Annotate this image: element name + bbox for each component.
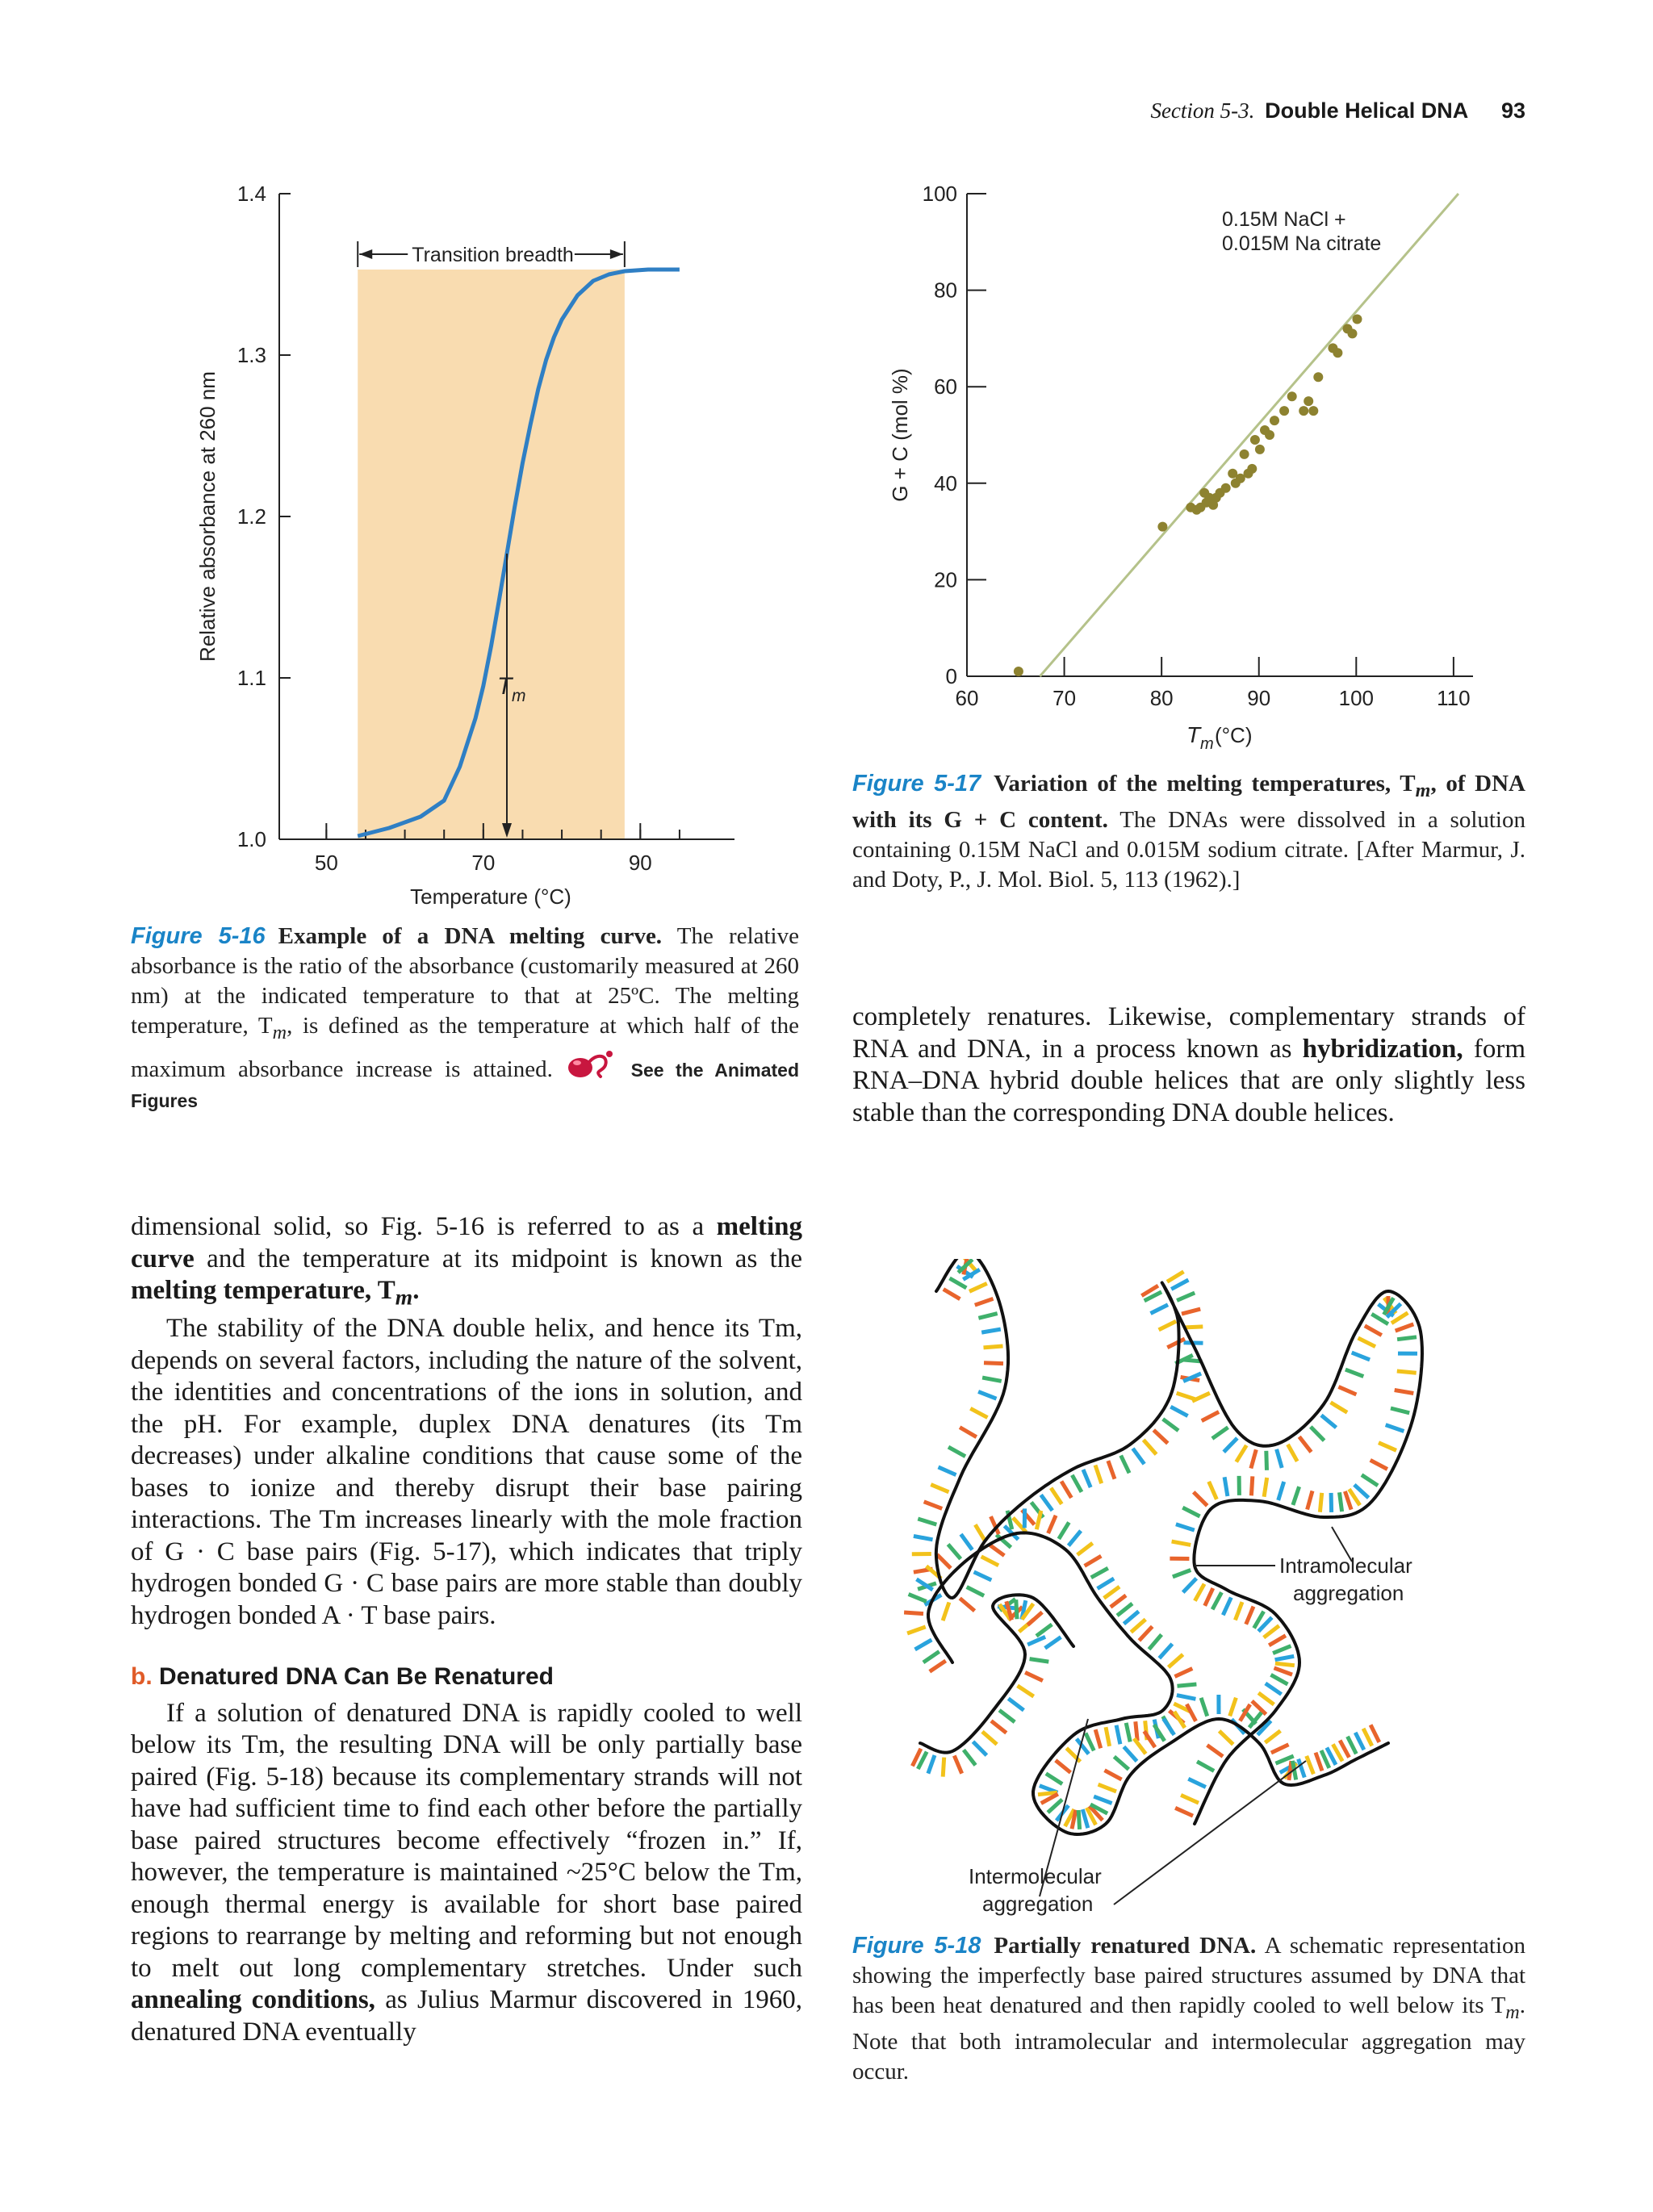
x-axis-label-unit: (°C)	[1215, 723, 1253, 747]
base-tick	[1176, 1524, 1195, 1530]
label-intermolecular: Intermolecular	[969, 1864, 1102, 1888]
term-annealing-conditions: annealing conditions,	[131, 1985, 375, 2015]
paragraph-3-text: If a solution of denatured DNA is rapidly cooled to well below its Tm, the resulting DNA will be only partially base paired (Fig. 5-18) because its complementary strands will not have had sufficient time to find each other before the partially base paired structures become effectively “frozen in.” If, however, the temperature is maintained ~25°C below the Tm, enough thermal energy is available for short base paired regions to rearrange by melting and reforming but not enough to melt out long complementary stretches. Under such	[131, 1698, 802, 1983]
base-tick	[1269, 1636, 1286, 1645]
base-tick	[1167, 1339, 1185, 1348]
base-tick	[1235, 1602, 1242, 1620]
base-tick	[1209, 1482, 1217, 1499]
base-tick	[909, 1594, 927, 1601]
base-tick	[1111, 1595, 1126, 1608]
data-point	[1308, 406, 1318, 416]
base-tick	[1194, 1492, 1207, 1506]
y-axis-label: Relative absorbance at 260 nm	[195, 371, 220, 662]
base-tick	[1197, 1762, 1214, 1771]
base-tick	[939, 1467, 956, 1475]
base-tick	[1277, 1449, 1283, 1468]
base-tick	[1151, 1305, 1169, 1314]
term-melting-temperature: melting temperature, T	[131, 1276, 395, 1305]
breadth-arrowhead-right	[610, 249, 623, 259]
base-tick	[937, 1554, 951, 1568]
base-tick	[1027, 1637, 1045, 1645]
y-tick-label: 20	[934, 567, 957, 592]
figure-5-17-caption	[852, 769, 1525, 895]
base-tick	[1182, 1507, 1199, 1516]
y-tick-label: 1.2	[236, 504, 266, 529]
base-tick	[923, 1651, 939, 1662]
base-tick	[1104, 1587, 1119, 1598]
y-tick-label: 100	[922, 182, 957, 206]
legend-line-2: 0.015M Na citrate	[1222, 232, 1382, 255]
base-tick	[1105, 1771, 1122, 1779]
base-tick	[1331, 1493, 1332, 1512]
base-tick	[931, 1485, 948, 1492]
term-subscript: m	[395, 1284, 413, 1310]
base-tick	[1046, 1774, 1062, 1784]
tm-annotation-sub: m	[512, 687, 526, 705]
term-period: .	[412, 1276, 420, 1305]
x-axis-label: T	[1186, 722, 1201, 747]
base-tick	[960, 1599, 974, 1612]
base-tick	[915, 1640, 932, 1650]
animated-figure-icon[interactable]	[565, 1047, 618, 1083]
base-tick	[1036, 1511, 1041, 1529]
data-point	[1157, 522, 1167, 532]
y-tick-label: 0	[945, 664, 957, 688]
base-tick	[1331, 1403, 1348, 1413]
base-tick	[943, 1758, 944, 1777]
right-body-text	[852, 1001, 1525, 1129]
base-tick	[969, 1283, 987, 1291]
base-tick	[1220, 1731, 1233, 1745]
base-tick	[928, 1755, 935, 1774]
caption-title: Partially renatured DNA.	[994, 1933, 1257, 1959]
base-tick	[1183, 1579, 1197, 1592]
base-tick	[1169, 1654, 1183, 1667]
x-tick-label: 110	[1437, 686, 1471, 710]
base-tick	[1251, 1449, 1256, 1468]
data-point	[1299, 406, 1308, 416]
term-hybridization: hybridization,	[1302, 1034, 1463, 1064]
transition-region	[358, 270, 625, 839]
base-tick	[1386, 1425, 1404, 1432]
base-tick	[1212, 1428, 1228, 1439]
base-tick	[982, 1378, 1002, 1381]
base-tick	[1177, 1696, 1196, 1700]
base-tick	[1188, 1779, 1206, 1787]
x-tick-label: 70	[471, 851, 496, 875]
base-tick	[1345, 1369, 1363, 1377]
paragraph-text-2: form RNA–DNA hybrid double helices that are only slightly less stable than the corresponding DNA double helices.	[852, 1034, 1525, 1127]
data-point	[1270, 416, 1279, 425]
figure-5-17-chart	[872, 169, 1517, 767]
base-tick	[984, 1346, 1003, 1348]
term-melting-curve: melting curve	[131, 1212, 802, 1273]
base-tick	[1396, 1324, 1414, 1331]
figure-5-18-diagram	[904, 1259, 1469, 1929]
base-tick	[1056, 1760, 1071, 1772]
y-tick-label: 60	[934, 374, 957, 399]
base-tick	[1264, 1626, 1279, 1638]
x-tick-label: 70	[1052, 686, 1077, 710]
base-tick	[1288, 1445, 1298, 1461]
base-tick	[967, 1587, 984, 1596]
tm-annotation: T	[497, 673, 513, 700]
base-tick	[1078, 1543, 1093, 1555]
page-number: 93	[1500, 98, 1525, 123]
base-tick	[1175, 1669, 1193, 1677]
base-tick	[1293, 1487, 1299, 1505]
base-tick	[1016, 1599, 1017, 1619]
base-tick	[1230, 1698, 1237, 1716]
base-tick	[964, 1750, 976, 1765]
base-tick	[1273, 1646, 1291, 1654]
transition-breadth-label: Transition breadth	[412, 244, 574, 266]
base-tick	[1365, 1326, 1382, 1336]
base-tick	[918, 1519, 936, 1524]
base-tick	[948, 1545, 961, 1559]
base-tick	[1252, 1701, 1266, 1715]
base-tick	[1338, 1386, 1356, 1395]
data-point	[1287, 391, 1297, 401]
base-tick	[1266, 1683, 1282, 1695]
base-tick	[1264, 1478, 1267, 1497]
header-title: Double Helical DNA	[1265, 98, 1469, 123]
base-tick	[1246, 1607, 1253, 1625]
base-tick	[978, 1391, 996, 1399]
base-tick	[981, 1329, 1001, 1332]
base-tick	[970, 1408, 987, 1417]
data-point	[1279, 406, 1289, 416]
caption-title-2: , of DNA with its G + C content.	[852, 771, 1525, 833]
base-tick	[948, 1447, 965, 1457]
data-point	[1353, 315, 1362, 324]
paragraph-text: completely renatures. Likewise, complementary strands of RNA and DNA, in a process known as	[852, 1002, 1525, 1064]
data-point	[1313, 372, 1323, 382]
base-tick	[1051, 1488, 1061, 1504]
base-tick	[1106, 1727, 1110, 1746]
base-tick	[1173, 1570, 1191, 1577]
caption-subscript: m	[272, 1021, 287, 1043]
base-tick	[1371, 1460, 1387, 1469]
base-tick	[1289, 1761, 1291, 1780]
base-tick	[1299, 1436, 1312, 1452]
base-tick	[1363, 1729, 1372, 1746]
base-tick	[1266, 1451, 1267, 1470]
base-tick	[1059, 1522, 1069, 1539]
base-tick	[1182, 1309, 1200, 1314]
base-tick	[1061, 1482, 1071, 1499]
caption-text-2: . Note that both intramolecular and intermolecular aggregation may occur.	[852, 1992, 1525, 2084]
base-tick	[1167, 1272, 1184, 1282]
base-tick	[1116, 1725, 1120, 1745]
base-tick	[1018, 1686, 1034, 1696]
base-tick	[999, 1710, 1015, 1722]
base-tick	[1320, 1493, 1321, 1512]
base-tick	[944, 1290, 960, 1299]
base-tick	[1371, 1725, 1379, 1742]
data-point	[1250, 435, 1260, 445]
fit-line	[1040, 194, 1458, 676]
base-tick	[1348, 1737, 1357, 1754]
data-point	[1265, 430, 1274, 440]
base-tick	[960, 1428, 977, 1437]
base-tick	[1133, 1449, 1145, 1464]
y-tick-label: 1.4	[236, 182, 266, 206]
base-tick	[1358, 1338, 1375, 1347]
left-body-text	[131, 1211, 802, 2048]
base-tick	[1275, 1656, 1295, 1659]
caption-subscript: m	[1505, 2001, 1520, 2023]
base-tick	[914, 1536, 933, 1539]
base-tick	[974, 1572, 992, 1580]
base-tick	[1041, 1495, 1052, 1510]
breadth-arrowhead-left	[359, 249, 372, 259]
base-tick	[1048, 1516, 1057, 1533]
base-tick	[991, 1721, 1006, 1733]
data-point	[1348, 328, 1358, 338]
caption-subscript: m	[1415, 779, 1431, 801]
base-tick	[1175, 1808, 1193, 1816]
x-tick-label: 90	[628, 851, 652, 875]
data-point	[1240, 450, 1249, 459]
base-tick	[1131, 1620, 1145, 1633]
base-tick	[1258, 1693, 1274, 1704]
base-tick	[1275, 1663, 1295, 1666]
base-tick	[1030, 1659, 1049, 1662]
legend-line-1: 0.15M NaCl +	[1222, 208, 1346, 231]
base-tick	[1397, 1337, 1417, 1340]
base-tick	[1149, 1635, 1162, 1650]
base-tick	[984, 1363, 1003, 1364]
base-tick	[1362, 1475, 1378, 1486]
base-tick	[924, 1502, 943, 1509]
figure-5-18-caption	[852, 1931, 1525, 2087]
caption-text-2: , is defined as the temperature at which half of the maximum absorbance increase is attained.	[131, 1013, 799, 1082]
figure-5-16-chart	[178, 169, 759, 912]
base-tick	[1172, 1541, 1191, 1545]
y-tick-label: 1.3	[236, 343, 266, 367]
y-tick-label: 1.0	[236, 827, 266, 851]
base-tick	[1078, 1810, 1079, 1829]
data-point	[1014, 667, 1023, 676]
base-tick	[1098, 1579, 1115, 1589]
dna-strand	[928, 1533, 1388, 1834]
base-tick	[1124, 1747, 1136, 1762]
base-tick	[1048, 1800, 1062, 1813]
base-tick	[1340, 1741, 1349, 1758]
base-tick	[973, 1742, 987, 1755]
x-axis-label-sub: m	[1200, 735, 1214, 753]
base-tick	[1355, 1733, 1364, 1750]
base-tick	[1159, 1644, 1172, 1658]
caption-text: A schematic representation showing the imperfectly base paired structures assumed by DNA that has been heat denatured and then rapidly cooled to well below its T	[852, 1933, 1526, 2018]
base-tick	[1085, 1556, 1102, 1566]
heading-text: Denatured DNA Can Be Renatured	[159, 1663, 554, 1691]
base-tick	[1159, 1321, 1177, 1330]
base-tick	[1223, 1598, 1231, 1616]
base-tick	[1177, 1393, 1195, 1399]
base-tick	[1072, 1475, 1082, 1492]
base-tick	[1086, 1733, 1094, 1751]
caption-title: Example of a DNA melting curve.	[278, 923, 663, 949]
base-tick	[975, 1524, 985, 1541]
base-tick	[1395, 1390, 1414, 1394]
base-tick	[1177, 1293, 1195, 1301]
base-tick	[904, 1612, 923, 1614]
base-tick	[1391, 1408, 1409, 1413]
base-tick	[1008, 1699, 1023, 1711]
base-tick	[1171, 1280, 1188, 1289]
paragraph-2: The stability of the DNA double helix, and hence its Tm, depends on several factors, including the nature of the solvent, the identities and concentrations of the ions in solution, and the pH. For example, duplex DNA denatures (its Tm decreases) under alkaline conditions that cause some of the bases to ionize and thereby disrupt their base pairing interactions. The Tm increases linearly with the mole fraction of G · C base pairs (Fig. 5-17), which indicates that triply hydrogen bonded G · C base pairs are more stable than doubly hydrogen bonded A · T base pairs.	[131, 1314, 802, 1630]
base-tick	[1095, 1466, 1102, 1484]
label-intramolecular: Intramolecular	[1279, 1553, 1412, 1578]
y-tick-label: 80	[934, 278, 957, 303]
base-tick	[1094, 1796, 1111, 1804]
caption-title: Variation of the melting temperatures, T	[994, 771, 1416, 797]
base-tick	[982, 1732, 997, 1745]
x-axis-label: Temperature (°C)	[410, 884, 571, 909]
paragraph-1-text-2: and the temperature at its midpoint is known as the	[194, 1244, 802, 1273]
caption-text: The DNAs were dissolved in a solution containing 0.15M NaCl and 0.015M sodium citrate. [After Marmur, J. and Doty, P., J. Mol. Biol. 5, 113 (1962).]	[852, 806, 1525, 893]
animated-figures-link[interactable]: See the Animated Figures	[131, 1059, 800, 1111]
base-tick	[1224, 1438, 1237, 1452]
base-tick	[1321, 1415, 1337, 1428]
data-point	[1247, 464, 1257, 474]
header-section: Section 5-3.	[1150, 98, 1255, 123]
caption-label: Figure 5-16	[131, 923, 266, 949]
base-tick	[975, 1298, 994, 1305]
base-tick	[1278, 1482, 1284, 1500]
base-tick	[1271, 1745, 1289, 1753]
base-tick	[1201, 1698, 1207, 1716]
base-tick	[1124, 1612, 1138, 1625]
y-tick-label: 40	[934, 470, 957, 496]
base-tick	[1174, 1712, 1185, 1728]
base-tick	[1212, 1592, 1221, 1609]
base-tick	[1271, 1675, 1288, 1684]
caption-text: The relative absorbance is the ratio of the absorbance (customarily measured at 260 nm) at the indicated temperature to that at 25ºC. The melting temperature, T	[131, 923, 799, 1039]
base-tick	[1379, 1443, 1396, 1451]
base-tick	[1095, 1729, 1101, 1748]
base-tick	[1153, 1430, 1168, 1443]
base-tick	[961, 1534, 973, 1549]
base-tick	[1163, 1419, 1178, 1430]
base-tick	[1144, 1440, 1157, 1454]
base-tick	[1117, 1604, 1132, 1616]
base-tick	[1354, 1485, 1369, 1498]
section-heading	[131, 1661, 802, 1693]
base-tick	[1307, 1756, 1314, 1774]
base-tick	[1340, 1492, 1342, 1512]
x-tick-label: 60	[955, 686, 979, 710]
base-tick	[1121, 1456, 1129, 1474]
data-point	[1333, 348, 1342, 358]
base-tick	[1274, 1668, 1293, 1675]
base-tick	[978, 1314, 997, 1319]
base-tick	[1134, 1738, 1146, 1754]
base-tick	[1126, 1723, 1130, 1742]
data-point	[1304, 396, 1313, 406]
base-tick	[1202, 1412, 1219, 1421]
base-tick	[1091, 1568, 1108, 1578]
base-tick	[1237, 1445, 1247, 1462]
paragraph-1-text: dimensional solid, so Fig. 5-16 is referred to as a	[131, 1212, 717, 1241]
base-tick	[1099, 1784, 1116, 1792]
base-tick	[930, 1661, 946, 1671]
base-tick	[1108, 1461, 1115, 1479]
base-tick	[1069, 1531, 1081, 1546]
base-tick	[1308, 1491, 1312, 1509]
base-tick	[989, 1545, 1004, 1556]
base-tick	[1036, 1625, 1052, 1636]
base-tick	[1352, 1353, 1370, 1360]
base-tick	[1316, 1753, 1322, 1771]
base-tick	[1183, 1327, 1203, 1328]
base-tick	[981, 1557, 998, 1566]
base-tick	[1205, 1588, 1213, 1606]
base-tick	[1178, 1684, 1197, 1686]
base-tick	[954, 1756, 961, 1774]
base-tick	[1114, 1757, 1128, 1770]
x-tick-label: 80	[1149, 686, 1174, 710]
base-tick	[1397, 1371, 1417, 1373]
base-tick	[1265, 1731, 1280, 1743]
x-tick-label: 50	[314, 851, 338, 875]
base-tick	[943, 1603, 949, 1621]
base-tick	[1045, 1637, 1061, 1649]
caption-label: Figure 5-18	[852, 1933, 981, 1959]
base-tick	[1083, 1470, 1090, 1487]
inter-leader-line-2	[1114, 1761, 1306, 1905]
base-tick	[1181, 1795, 1199, 1803]
x-tick-label: 90	[1247, 686, 1271, 710]
caption-label: Figure 5-17	[852, 771, 981, 797]
base-tick	[1027, 1612, 1042, 1625]
figure-5-16-caption	[131, 922, 799, 1116]
data-point	[1221, 483, 1231, 493]
base-tick	[1207, 1746, 1224, 1757]
heading-letter: b.	[131, 1663, 153, 1691]
running-header	[928, 98, 1525, 123]
base-tick	[1139, 1626, 1152, 1641]
base-tick	[1195, 1584, 1204, 1601]
paragraph-3-text-2: as Julius Marmur discovered in 1960, denatured DNA eventually	[131, 1985, 802, 2047]
y-tick-label: 1.1	[236, 666, 266, 690]
label-inter-aggregation: aggregation	[982, 1892, 1094, 1916]
base-tick	[1164, 1719, 1174, 1735]
x-tick-label: 100	[1338, 686, 1375, 710]
data-point	[1255, 445, 1265, 454]
base-tick	[1025, 1672, 1043, 1680]
base-tick	[1371, 1314, 1388, 1324]
base-tick	[1170, 1407, 1187, 1415]
base-tick	[1311, 1427, 1324, 1441]
base-tick	[1224, 1477, 1228, 1496]
label-intra-aggregation: aggregation	[1293, 1581, 1404, 1605]
base-tick	[907, 1627, 926, 1633]
y-axis-label: G + C (mol %)	[888, 368, 912, 502]
base-tick	[1251, 1476, 1252, 1495]
